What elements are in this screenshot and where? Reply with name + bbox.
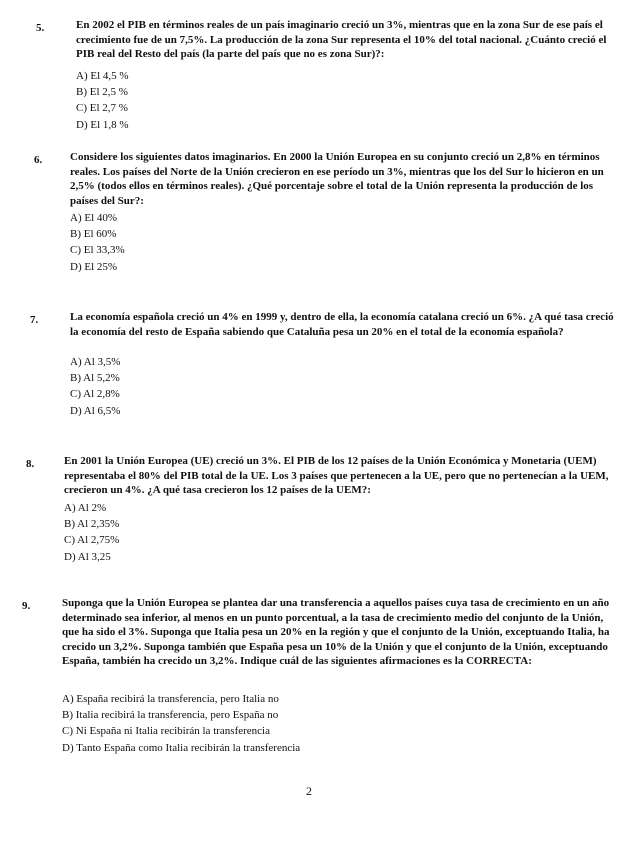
option-b: B) El 60% (70, 228, 117, 241)
option-c: C) Al 2,75% (64, 534, 120, 547)
option-c: C) El 2,7 % (76, 102, 128, 115)
option-b: B) Italia recibirá la transferencia, pero España no (62, 709, 279, 722)
question-text: En 2002 el PIB en términos reales de un país imaginario creció un 3%, mientras que en la zona Sur de ese país el crecimiento fue de un 7,5%. La producción de la zona Sur representa el 10% del total nacional. ¿Cuánto creció el PIB real del Resto del país (la parte del país que no es zona Sur)?: (76, 19, 607, 61)
option-c: C) Ni España ni Italia recibirán la transferencia (62, 725, 270, 738)
question-text: En 2001 la Unión Europea (UE) creció un 3%. El PIB de los 12 países de la Unión Económica y Monetaria (UEM) representaba el 80% del PIB total de la UE. Los 3 países que pertenecen a la UE, pero que no pertenecían a la UEM, crecieron un 4%. ¿A qué tasa crecieron los 12 países de la UEM?: (64, 455, 609, 497)
question-number: 5. (36, 22, 45, 34)
option-a: A) Al 3,5% (70, 356, 121, 368)
option-d: D) Tanto España como Italia recibirán la transferencia (62, 741, 301, 754)
question-number: 8. (26, 458, 35, 470)
answer-options (70, 354, 120, 419)
question-number: 9. (22, 600, 31, 612)
option-b: B) Al 2,35% (64, 518, 120, 531)
question-text: Suponga que la Unión Europea se plantea dar una transferencia a aquellos países cuya tasa de crecimiento en un año determinado sea inferior, al menos en un punto porcentual, a la tasa de crecimiento medio del conjunto de la Unión, que ha sido el 3%. Suponga que Italia pesa un 20% en la región y que el conjunto de la Unión, exceptuando Italia, ha crecido un 3,2%. Suponga también que España pesa un 10% de la Unión y que el conjunto de la Unión, exceptuando España, también ha crecido un 3,2%. Indique cuál de las siguientes afirmaciones es la CORRECTA: (62, 597, 610, 668)
question-number: 7. (30, 314, 39, 326)
option-c: C) Al 2,8% (70, 388, 120, 401)
option-a: A) El 4,5 % (76, 70, 129, 82)
answer-options (62, 691, 300, 756)
option-d: D) El 25% (70, 260, 118, 273)
option-d: D) Al 6,5% (70, 404, 121, 417)
option-a: A) El 40% (70, 212, 118, 224)
option-a: A) Al 2% (64, 502, 107, 514)
option-d: D) Al 3,25 (64, 550, 111, 563)
option-d: D) El 1,8 % (76, 118, 129, 131)
option-c: C) El 33,3% (70, 244, 125, 257)
question-number: 6. (34, 154, 43, 166)
answer-options (70, 210, 125, 275)
option-b: B) El 2,5 % (76, 86, 128, 99)
question-text: Considere los siguientes datos imaginarios. En 2000 la Unión Europea en su conjunto creció un 2,8% en términos reales. Los países del Norte de la Unión crecieron en ese período un 3%, mientras que los del Sur lo hicieron en un 2,5% (todos ellos en términos reales). ¿Qué porcentaje sobre el total de la Unión representa la producción de los países del Sur?: (70, 151, 604, 207)
page-number: 2 (306, 784, 312, 798)
answer-options (76, 68, 129, 133)
answer-options (64, 500, 119, 565)
option-a: A) España recibirá la transferencia, pero Italia no (62, 693, 279, 705)
option-b: B) Al 5,2% (70, 372, 120, 385)
question-text: La economía española creció un 4% en 1999 y, dentro de ella, la economía catalana creció un 6%. ¿A qué tasa creció la economía del resto de España sabiendo que Cataluña pesa un 20% en el total de la economía española? (70, 311, 614, 338)
